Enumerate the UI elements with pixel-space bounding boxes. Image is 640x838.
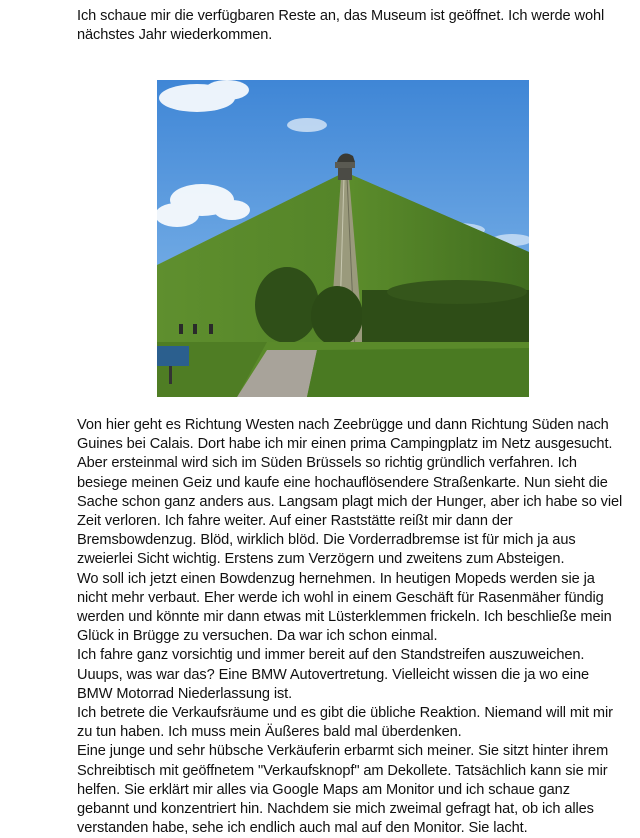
body-text [77,416,625,838]
body-paragraph: Von hier geht es Richtung Westen nach Zeebrügge und dann Richtung Süden nach Guines bei Calais. Dort habe ich mir einen prima Campingplatz im Netz ausgesucht. Aber ersteinmal wird sich im Süden Brüssels so richtig gründlich verfahren. Ich besiege meinen Geiz und kaufe eine hochauflösendere Straßenkarte. Nun sieht die Sache schon ganz anders aus. Langsam plagt mich der Hunger, aber ich habe so viel Zeit verloren. Ich fahre weiter. Auf einer Raststätte reißt mir dann der Bremsbowdenzug. Blöd, wirklich blöd. Die Vorderradbremse ist für mich ja aus zweierlei Sicht wichtig. Erstens zum Verzögern und zweitens zum Absteigen. [77,417,623,568]
body-paragraph: Ich betrete die Verkaufsräume und es gibt die übliche Reaktion. Niemand will mit mir zu tun haben. Ich muss mein Äußeres bald mal überdenken. [77,705,613,741]
body-paragraph: Eine junge und sehr hübsche Verkäuferin erbarmt sich meiner. Sie sitzt hinter ihrem Schreibtisch mit geöffnetem "Verkaufsknopf" am Dekollete. Tatsächlich kann sie mir helfen. Sie erklärt mir alles via Google Maps am Monitor und ich schaue ganz gebannt und konzentriert hin. Nachdem sie mich zweimal gefragt hat, ob ich alles verstanden habe, sehe ich endlich auch mal auf den Monitor. Sie lacht. [77,743,609,837]
body-paragraph: Ich fahre ganz vorsichtig und immer bereit auf den Standstreifen auszuweichen. [77,647,585,664]
body-paragraph: Uuups, was war das? Eine BMW Autovertretung. Vielleicht wissen die ja wo eine BMW Motorrad Niederlassung ist. [77,666,589,702]
intro-paragraph: Ich schaue mir die verfügbaren Reste an, das Museum ist geöffnet. Ich werde wohl nächstes Jahr wiederkommen. [77,8,605,44]
landscape-photo [157,80,529,397]
intro-text [77,7,625,45]
body-paragraph: Wo soll ich jetzt einen Bowdenzug hernehmen. In heutigen Mopeds werden sie ja nicht mehr verbaut. Eher werde ich wohl in einem Geschäft für Rasenmäher fündig werden und könnte mir dann etwas mit Lüsterklemmen frickeln. Ich beschließe mein Glück in Brügge zu versuchen. Da war ich schon einmal. [77,570,612,645]
